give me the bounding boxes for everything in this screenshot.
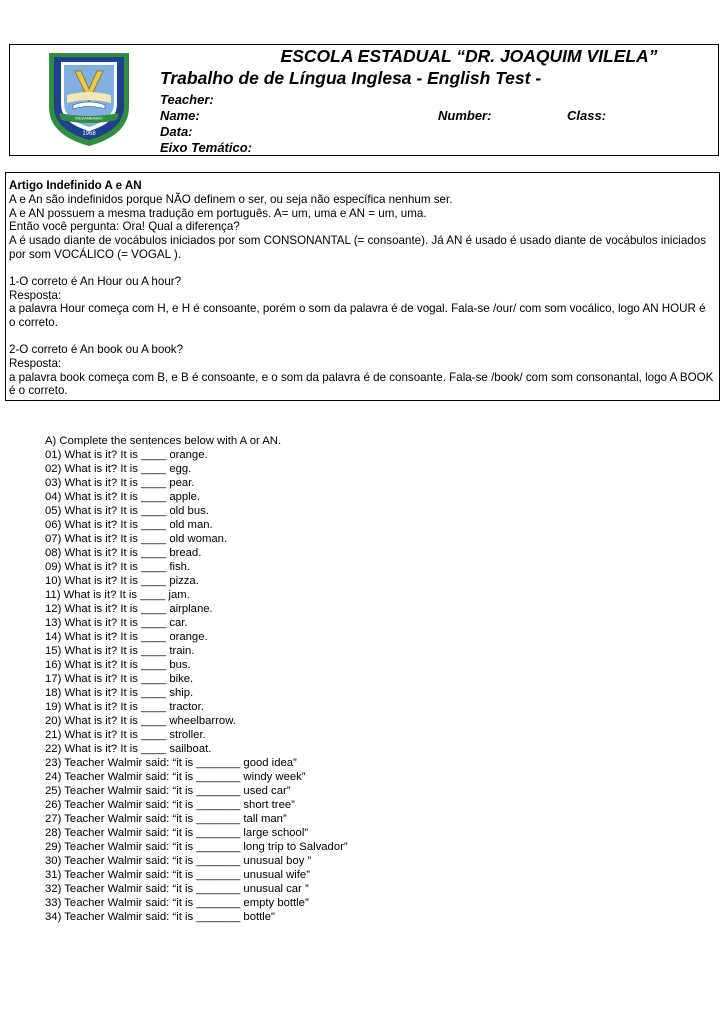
class-label: Class: [567,108,607,123]
exercise-item: 24) Teacher Walmir said: “it is _______ windy week” [45,771,306,783]
exercise-item: 01) What is it? It is ____ orange. [45,449,208,461]
theme-label: Eixo Temático: [160,140,252,155]
exercise-item: 22) What is it? It is ____ sailboat. [45,743,212,755]
exercise-item: 12) What is it? It is ____ airplane. [45,603,213,615]
teacher-label: Teacher: [160,92,214,107]
exercise-item: 09) What is it? It is ____ fish. [45,561,191,573]
exercise-item: 28) Teacher Walmir said: “it is _______ large school” [45,827,309,839]
theory-line: A e An são indefinidos porque NÃO definem o ser, ou seja não específica nenhum ser. [9,192,453,206]
answer-label-2: Resposta: [9,356,62,370]
exercise-item: 23) Teacher Walmir said: “it is _______ good idea” [45,757,297,769]
exercise-item: 29) Teacher Walmir said: “it is _______ long trip to Salvador” [45,841,348,853]
exercise-item: 03) What is it? It is ____ pear. [45,477,195,489]
crest-banner-text: MUZAMBINHO [75,115,103,121]
exercise-item: 30) Teacher Walmir said: “it is _______ unusual boy ” [45,855,312,867]
exercise-item: 34) Teacher Walmir said: “it is _______ bottle" [45,911,276,923]
exercise-item: 21) What is it? It is ____ stroller. [45,729,206,741]
exercise-item: 17) What is it? It is ____ bike. [45,673,194,685]
theory-title: Artigo Indefinido A e AN [9,179,142,192]
answer-label-1: Resposta: [9,288,62,302]
exercise-item: 32) Teacher Walmir said: “it is _______ unusual car ” [45,883,309,895]
theory-line: A é usado diante de vocábulos iniciados por som CONSONANTAL (= consoante). Já AN é usado é usado diante de vocábulos iniciados por som VOCÁLICO (= VOGAL ). [9,234,706,261]
exercise-item: 13) What is it? It is ____ car. [45,617,188,629]
exercise-item: 05) What is it? It is ____ old bus. [45,505,209,517]
question-1: 1-O correto é An Hour ou A hour? [9,274,182,288]
theory-box [5,172,720,401]
exercise-item: 16) What is it? It is ____ bus. [45,659,191,671]
exercise-item: 19) What is it? It is ____ tractor. [45,701,204,713]
exercise-item: 08) What is it? It is ____ bread. [45,547,202,559]
date-label: Data: [160,124,193,139]
exercise-section [45,434,348,924]
header-box [9,44,719,156]
exercise-item: 33) Teacher Walmir said: “it is _______ empty bottle” [45,897,309,909]
exercise-item: 04) What is it? It is ____ apple. [45,491,201,503]
exercise-item: 06) What is it? It is ____ old man. [45,519,213,531]
theory-line: Então você pergunta: Ora! Qual a diferença? [9,220,240,234]
exercise-item: 15) What is it? It is ____ train. [45,645,195,657]
exercise-item: 11) What is it? It is ____ jam. [45,589,190,601]
exercise-item: 07) What is it? It is ____ old woman. [45,533,228,545]
exercise-item: 25) Teacher Walmir said: “it is _______ used car” [45,785,291,797]
test-title: Trabalho de de Língua Inglesa - English Test - [160,68,542,88]
exercise-item: 20) What is it? It is ____ wheelbarrow. [45,715,236,727]
name-label: Name: [160,108,200,123]
crest-year: 1968 [82,131,96,137]
question-2: 2-O correto é An book ou A book? [9,342,184,356]
answer-2: a palavra book começa com B, e B é consoante, e o som da palavra é de consoante. Fala-se /book/ com som consonantal, logo A BOOK é o correto. [9,370,714,398]
exercise-item: 27) Teacher Walmir said: “it is _______ tall man” [45,813,287,825]
exercise-item: 14) What is it? It is ____ orange. [45,631,208,643]
exercise-item: 26) Teacher Walmir said: “it is _______ short tree” [45,799,295,811]
school-name: ESCOLA ESTADUAL “DR. JOAQUIM VILELA” [280,46,658,66]
exercise-item: 02) What is it? It is ____ egg. [45,463,192,475]
exercise-item: 31) Teacher Walmir said: “it is _______ unusual wife” [45,869,310,881]
number-label: Number: [438,108,492,123]
theory-line: A e AN possuem a mesma tradução em português. A= um, uma e AN = um, uma. [9,206,427,220]
exercise-item: 18) What is it? It is ____ ship. [45,687,194,699]
answer-1: a palavra Hour começa com H, e H é consoante, porém o som da palavra é de vogal. Fala-se /our/ com som vocálico, logo AN HOUR é o correto. [9,302,706,330]
exercise-item: 10) What is it? It is ____ pizza. [45,575,199,587]
exercise-instruction: A) Complete the sentences below with A or AN. [45,435,282,447]
